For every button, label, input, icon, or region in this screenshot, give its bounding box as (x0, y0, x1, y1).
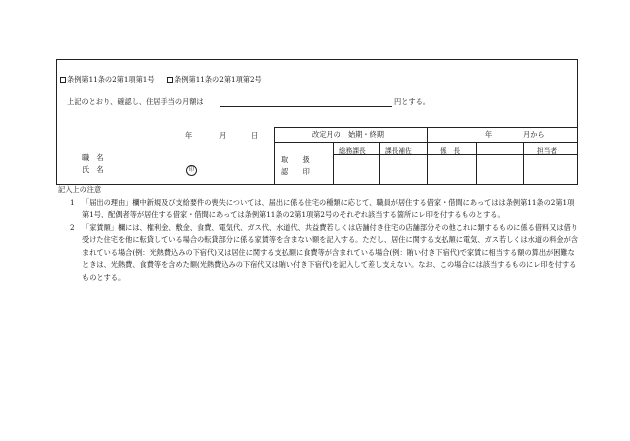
col-tantousha: 担当者 (537, 147, 558, 155)
date-month-label: 月 (219, 131, 227, 140)
period-month-label: 月から (523, 130, 545, 139)
approval-label-2: 認 印 (281, 167, 310, 176)
monthly-amount-field[interactable] (220, 96, 392, 107)
confirm-suffix: 円とする。 (394, 97, 430, 106)
checkbox-article-2[interactable] (167, 77, 173, 83)
note-number: 1 (70, 197, 75, 207)
shimei-label: 氏 名 (82, 165, 104, 174)
period-header: 改定月の 始期・終期 (312, 130, 384, 139)
table-mid-line (274, 142, 577, 143)
stamp-cell-tantousha[interactable] (524, 155, 577, 184)
stamp-cell-blank[interactable] (477, 155, 522, 184)
col-soumu-kacho: 総務課長 (339, 147, 366, 155)
note-text: 「届出の理由」欄中新規及び支給要件の喪失については、届出に係る住宅の種類に応じて、職員が居住する借家・借間にあってはは条例第11条の2第1項第1号、配偶者等が居住する借家・借間にあっては条例第11条の2第1項第2号のそれぞれ該当する箇所にレ印を付するものとする。 (82, 197, 575, 219)
period-year-label: 年 (485, 130, 493, 139)
checkbox-article-1[interactable] (60, 77, 66, 83)
stamp-cell-kakaricho[interactable] (428, 155, 475, 184)
seal-mark: 印 (186, 165, 197, 176)
confirm-text: 上記のとおり、確認し、住居手当の月額は (67, 97, 204, 106)
checkbox-row (60, 75, 262, 85)
notes-section (58, 184, 578, 284)
approval-label-1: 取 扱 (281, 155, 310, 164)
note-item (58, 197, 578, 222)
note-number: 2 (70, 222, 75, 232)
stamp-cell-kacho-hosa[interactable] (380, 155, 426, 184)
checkbox-article-2-label: 条例第11条の2第1項第2号 (174, 75, 262, 84)
date-day-label: 日 (251, 131, 259, 140)
notes-title: 記入上の注意 (58, 185, 102, 194)
shokumei-label: 職 名 (82, 153, 104, 162)
note-text: 「家賃額」欄には、権利金、敷金、食費、電気代、ガス代、水道代、共益費若しくは店舗付き住宅の店舗部分その他これに類するものに係る借料又は借り受けた住宅を他に転貸している場合の転貸部分に係る家賃等を含まない額を記入する。ただし、居住に関する支払額に電気、ガス若しくは水道の料金が含まれている場合(例：光熱費込みの下宿代)又は居住に関する支払額に食費等が含まれている場合(例：賄い付き下宿代)で家賃に相当する額の算出が困難なときは、光熱費、食費等を含めた額(光熱費込みの下宿代又は賄い付き下宿代)を記入して差し支えない。なお、この場合には該当するものにレ印を付するものとする。 (82, 222, 578, 282)
checkbox-article-1-label: 条例第11条の2第1項第1号 (67, 75, 155, 84)
stamp-cell-soumu-kacho[interactable] (334, 155, 378, 184)
note-item (58, 222, 578, 285)
table-left-line (274, 127, 275, 185)
table-top-line (274, 127, 577, 128)
col-kacho-hosa: 課長補佐 (385, 147, 412, 155)
col-kakaricho: 係 長 (440, 147, 461, 155)
date-year-label: 年 (185, 131, 193, 140)
